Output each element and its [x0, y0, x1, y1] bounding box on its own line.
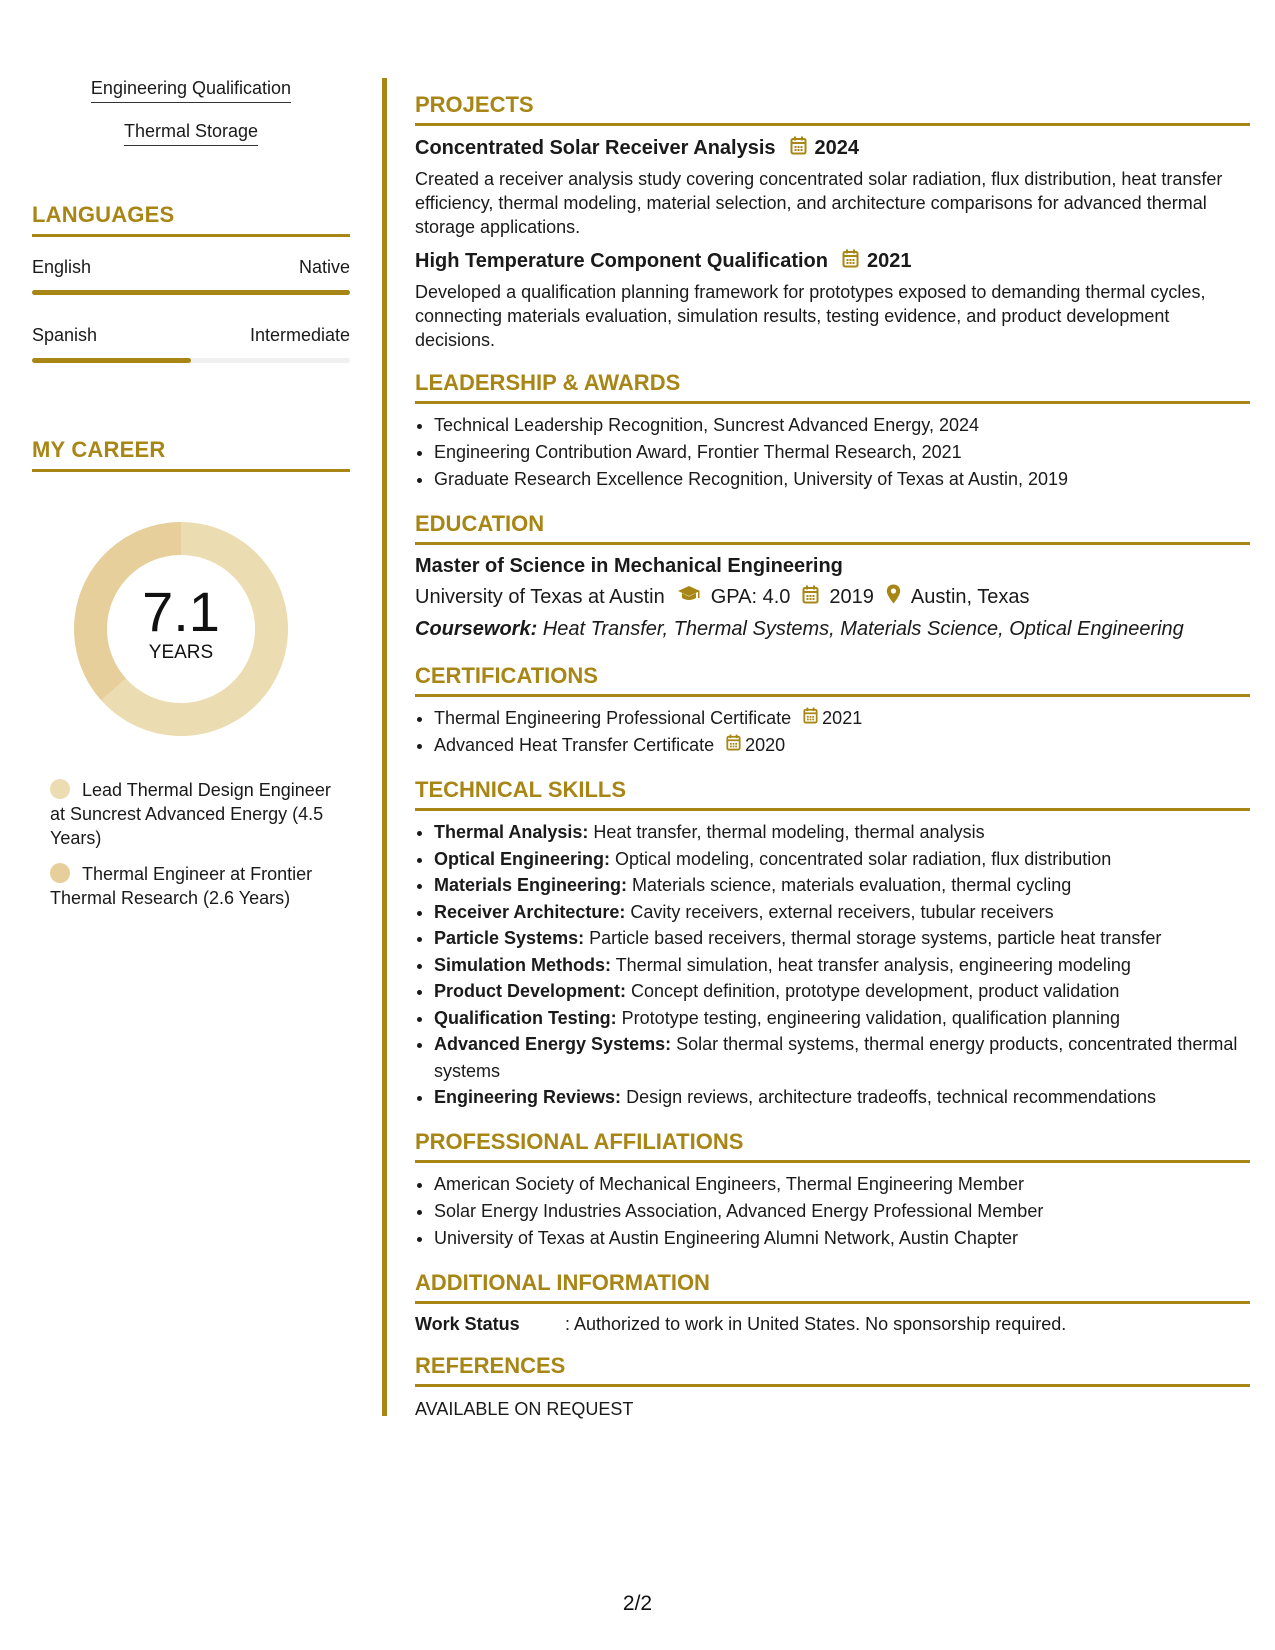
language-proficiency-bar [32, 290, 350, 295]
degree-name: Master of Science in Mechanical Engineering [415, 555, 843, 577]
donut-center [66, 514, 296, 744]
additional-info-section [415, 1270, 1250, 1335]
list-item [434, 819, 1250, 846]
calendar-icon [726, 732, 741, 759]
language-level: Native [298, 257, 350, 277]
education-title: EDUCATION [415, 511, 1250, 545]
career-years-unit: YEARS [148, 642, 214, 663]
project-description: Created a receiver analysis study covering concentrated solar radiation, flux distribution, heat transfer efficiency, thermal modeling, material selection, and architecture comparisons for advanced thermal storage applications. [415, 169, 1223, 237]
language-item [32, 325, 350, 363]
language-proficiency-fill [32, 290, 350, 295]
calendar-icon [790, 136, 807, 161]
skill-category: Particle Systems: [434, 928, 585, 948]
list-item: • Technical Leadership Recognition, Suncrest Advanced Energy, 2024 [434, 412, 1250, 439]
gpa: GPA: 4.0 [710, 585, 791, 608]
project-description: Developed a qualification planning framework for prototypes exposed to demanding thermal cycles, connecting materials evaluation, simulation results, testing evidence, and product development decisions. [415, 282, 1206, 350]
language-level: Intermediate [249, 325, 350, 345]
skill-values: Concept definition, prototype development, product validation [626, 981, 1120, 1001]
tag-list [32, 78, 350, 164]
skill-values: Cavity receivers, external receivers, tubular receivers [625, 901, 1054, 922]
career-role-label: Lead Thermal Design Engineer at Suncrest Advanced Energy (4.5 Years) [50, 780, 331, 848]
career-total-years: 7.1 [142, 580, 220, 643]
skill-values: Design reviews, architecture tradeoffs, technical recommendations [621, 1087, 1156, 1107]
skill-category: Simulation Methods: [434, 954, 611, 975]
legend-dot-icon [50, 863, 70, 883]
languages-title: LANGUAGES [32, 202, 350, 237]
career-legend-item [50, 862, 350, 910]
location-pin-icon [886, 584, 901, 610]
certification-name: • Advanced Heat Transfer Certificate [434, 735, 715, 755]
skill-category: Receiver Architecture: [434, 901, 626, 922]
language-name: Spanish [32, 325, 98, 345]
additional-info-title: ADDITIONAL INFORMATION [415, 1270, 1250, 1304]
tag-engineering-qualification: Engineering Qualification [91, 78, 291, 103]
career-legend-item [50, 778, 350, 850]
certification-name: • Thermal Engineering Professional Certificate [434, 708, 792, 728]
legend-dot-icon [50, 779, 70, 799]
skill-values: Solar thermal systems, thermal energy products, concentrated thermal systems [434, 1034, 1238, 1081]
graduation-year: 2019 [829, 585, 874, 608]
tag-thermal-storage: Thermal Storage [124, 121, 258, 146]
skill-category: Product Development: [434, 981, 627, 1001]
career-donut-chart [66, 514, 296, 744]
project-name: High Temperature Component Qualification [415, 250, 828, 272]
language-item [32, 257, 350, 295]
coursework [415, 618, 1250, 641]
list-item: • Engineering Contribution Award, Frontier Thermal Research, 2021 [434, 439, 1250, 466]
languages-section [32, 202, 350, 363]
references-section [415, 1353, 1250, 1420]
page-number: 2/2 [622, 1592, 653, 1615]
language-proficiency-fill [32, 358, 191, 363]
list-item [434, 732, 1250, 759]
list-item [434, 872, 1250, 899]
skills-title: TECHNICAL SKILLS [415, 777, 1250, 811]
list-item: • Graduate Research Excellence Recognition, University of Texas at Austin, 2019 [434, 466, 1250, 493]
certifications-section [415, 663, 1250, 759]
career-section [32, 437, 350, 910]
left-column [32, 78, 350, 922]
skill-category: Materials Engineering: [434, 875, 628, 895]
graduation-cap-icon [677, 585, 701, 609]
list-item [434, 1005, 1250, 1032]
language-proficiency-bar [32, 358, 350, 363]
school-location: Austin, Texas [910, 585, 1030, 608]
work-status-value: : Authorized to work in United States. No sponsorship required. [565, 1313, 1067, 1334]
calendar-icon [842, 249, 859, 274]
school-name: University of Texas at Austin [415, 585, 665, 608]
language-name: English [32, 257, 92, 277]
skill-values: Prototype testing, engineering validation, qualification planning [616, 1007, 1121, 1028]
list-item [434, 1031, 1250, 1084]
skill-category: Thermal Analysis: [434, 822, 589, 842]
leadership-title: LEADERSHIP & AWARDS [415, 370, 1250, 404]
list-item [434, 952, 1250, 979]
projects-title: PROJECTS [415, 92, 1250, 126]
skill-category: Advanced Energy Systems: [434, 1034, 672, 1054]
calendar-icon [803, 705, 818, 732]
list-item [434, 978, 1250, 1005]
project-year: 2021 [867, 250, 912, 272]
work-status-label: Work Status [415, 1313, 520, 1334]
projects-section [415, 92, 1250, 352]
coursework-list: Heat Transfer, Thermal Systems, Materials Science, Optical Engineering [537, 618, 1184, 640]
list-item: • University of Texas at Austin Engineering Alumni Network, Austin Chapter [434, 1225, 1250, 1252]
education-section [415, 511, 1250, 641]
project-name: Concentrated Solar Receiver Analysis [415, 137, 776, 159]
skill-category: Qualification Testing: [434, 1007, 617, 1028]
affiliations-section [415, 1129, 1250, 1252]
career-title: MY CAREER [32, 437, 350, 472]
list-item [434, 899, 1250, 926]
certification-year: 2021 [822, 708, 863, 728]
right-column [415, 92, 1250, 1420]
coursework-label: Coursework: [415, 618, 538, 640]
calendar-icon [802, 585, 819, 610]
skill-values: Optical modeling, concentrated solar radiation, flux distribution [610, 848, 1112, 869]
list-item: • American Society of Mechanical Engineers, Thermal Engineering Member [434, 1171, 1250, 1198]
certification-year: 2020 [745, 735, 786, 755]
project-year: 2024 [814, 137, 860, 159]
affiliations-title: PROFESSIONAL AFFILIATIONS [415, 1129, 1250, 1163]
career-legend [32, 778, 350, 910]
skill-values: Particle based receivers, thermal storage systems, particle heat transfer [584, 928, 1162, 948]
list-item: • Solar Energy Industries Association, Advanced Energy Professional Member [434, 1198, 1250, 1225]
skill-values: Thermal simulation, heat transfer analysis, engineering modeling [611, 954, 1131, 975]
project-item [415, 136, 1250, 239]
list-item [434, 705, 1250, 732]
references-text: AVAILABLE ON REQUEST [415, 1398, 634, 1419]
skill-category: Optical Engineering: [434, 848, 611, 869]
list-item [434, 925, 1250, 952]
list-item [434, 1084, 1250, 1111]
leadership-section [415, 370, 1250, 493]
career-role-label: Thermal Engineer at Frontier Thermal Research (2.6 Years) [50, 864, 313, 908]
skill-values: Materials science, materials evaluation, thermal cycling [627, 875, 1072, 895]
certifications-title: CERTIFICATIONS [415, 663, 1250, 697]
skill-values: Heat transfer, thermal modeling, thermal analysis [588, 822, 985, 842]
column-divider [382, 78, 387, 1416]
skills-section [415, 777, 1250, 1111]
skill-category: Engineering Reviews: [434, 1087, 622, 1107]
list-item [434, 846, 1250, 873]
project-item [415, 249, 1250, 352]
references-title: REFERENCES [415, 1353, 1250, 1387]
